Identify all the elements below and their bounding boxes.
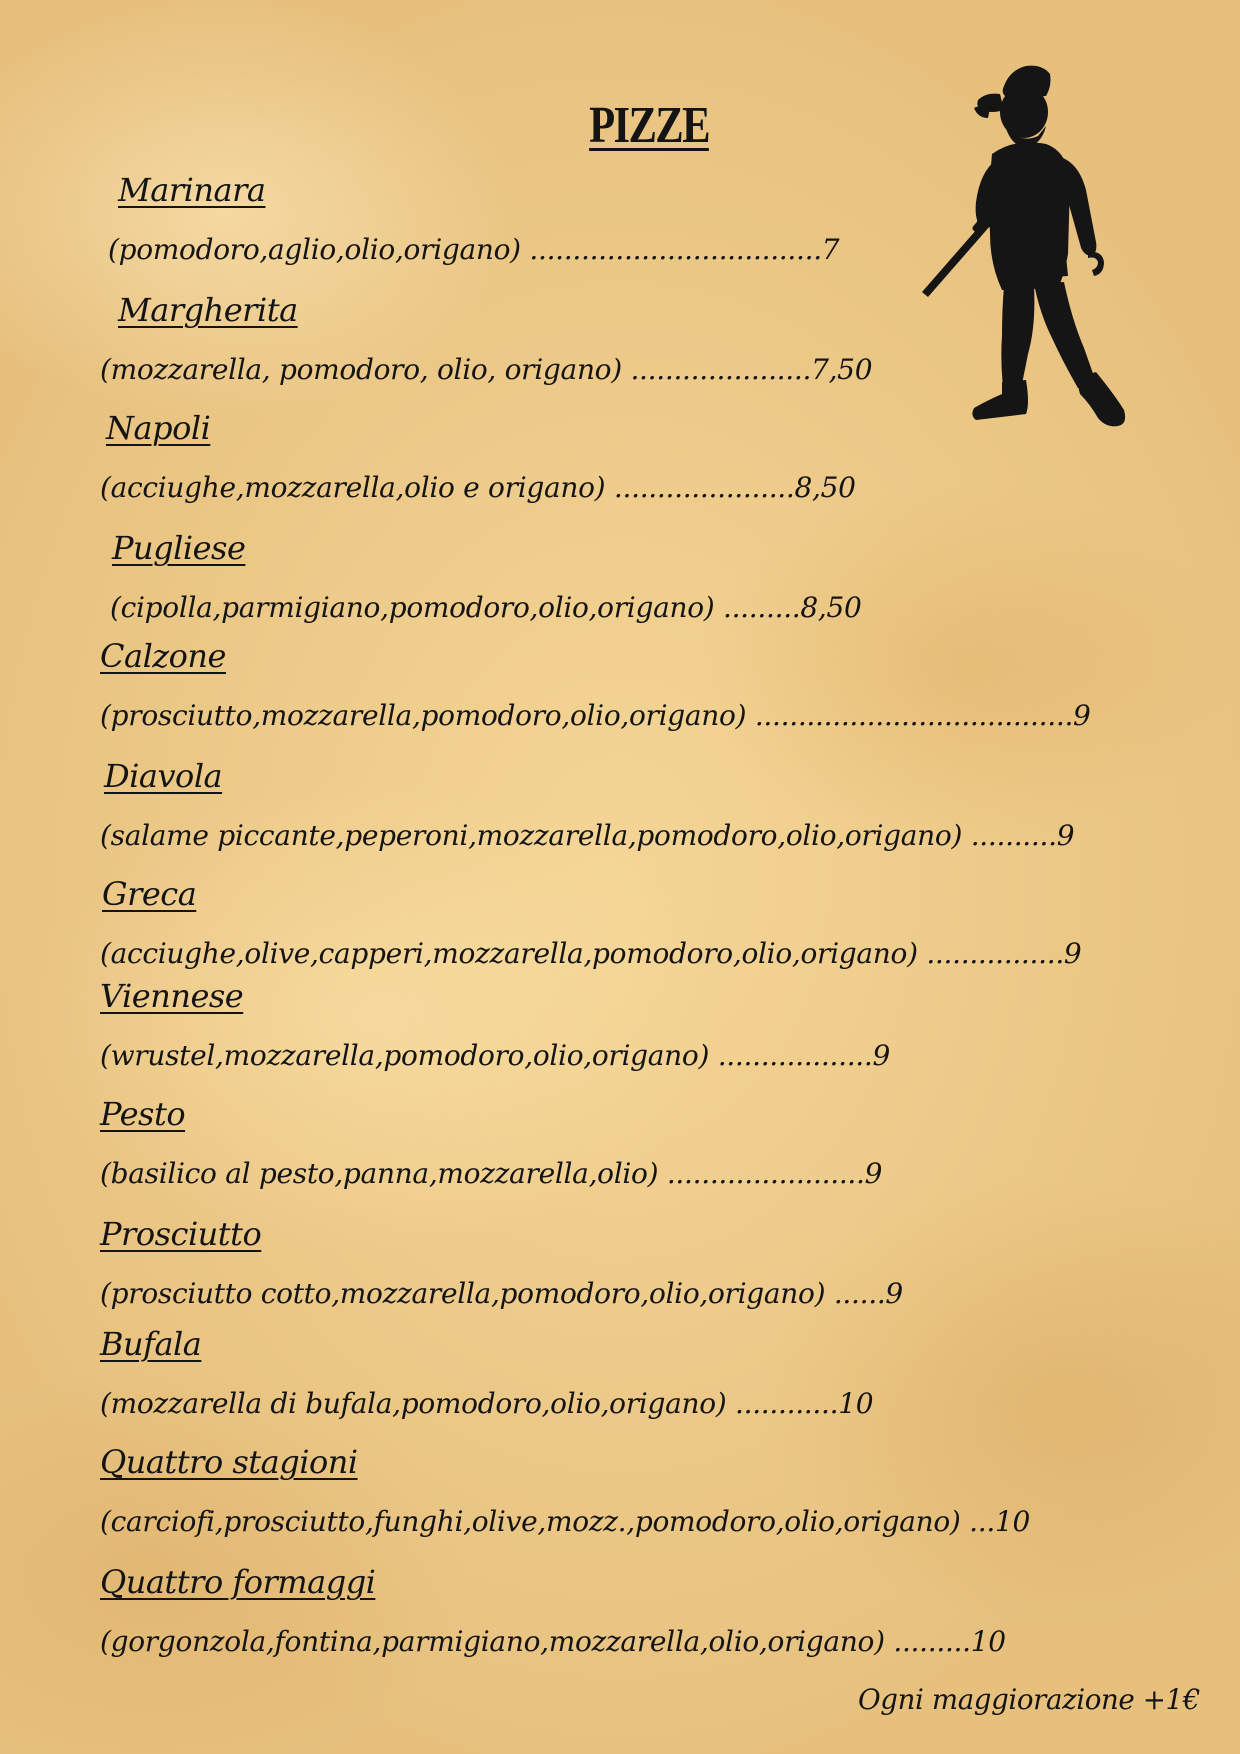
pizza-ingredients-price: (prosciutto,mozzarella,pomodoro,olio,origano) .....................................9: [100, 699, 1091, 732]
surcharge-note: Ogni maggiorazione +1€: [858, 1683, 1200, 1716]
pizza-name: Quattro stagioni: [100, 1443, 358, 1481]
pizza-ingredients-price: (pomodoro,aglio,olio,origano) ..................................7: [108, 233, 840, 266]
pizza-ingredients-price: (wrustel,mozzarella,pomodoro,olio,origano) ..................9: [100, 1039, 891, 1072]
pizza-name: Margherita: [118, 291, 298, 329]
pizza-name: Marinara: [118, 171, 266, 209]
pizza-name: Pugliese: [112, 529, 246, 567]
pizza-name: Quattro formaggi: [100, 1563, 376, 1601]
pizza-name: Prosciutto: [100, 1215, 262, 1253]
pizza-name: Calzone: [100, 637, 226, 675]
pizza-ingredients-price: (prosciutto cotto,mozzarella,pomodoro,olio,origano) ......9: [100, 1277, 903, 1310]
pizza-ingredients-price: (carciofi,prosciutto,funghi,olive,mozz.,pomodoro,olio,origano) ...10: [100, 1505, 1030, 1538]
pizza-name: Greca: [102, 875, 197, 913]
menu-title: PIZZE: [589, 97, 709, 154]
pizza-name: Diavola: [104, 757, 223, 795]
pizza-ingredients-price: (basilico al pesto,panna,mozzarella,olio) .......................9: [100, 1157, 883, 1190]
pizza-ingredients-price: (cipolla,parmigiano,pomodoro,olio,origano) .........8,50: [110, 591, 862, 624]
pizza-ingredients-price: (mozzarella di bufala,pomodoro,olio,origano) ............10: [100, 1387, 874, 1420]
pizza-ingredients-price: (salame piccante,peperoni,mozzarella,pomodoro,olio,origano) ..........9: [100, 819, 1075, 852]
pizza-name: Pesto: [100, 1095, 186, 1133]
pizza-ingredients-price: (gorgonzola,fontina,parmigiano,mozzarella,olio,origano) .........10: [100, 1625, 1006, 1658]
pizza-ingredients-price: (acciughe,olive,capperi,mozzarella,pomodoro,olio,origano) ................9: [100, 937, 1082, 970]
pizza-ingredients-price: (acciughe,mozzarella,olio e origano) .....................8,50: [100, 471, 856, 504]
pizza-ingredients-price: (mozzarella, pomodoro, olio, origano) .....................7,50: [100, 353, 873, 386]
pizza-name: Bufala: [100, 1325, 202, 1363]
pizza-name: Viennese: [100, 977, 244, 1015]
pizza-name: Napoli: [106, 409, 211, 447]
pirate-silhouette-icon: [918, 64, 1144, 430]
